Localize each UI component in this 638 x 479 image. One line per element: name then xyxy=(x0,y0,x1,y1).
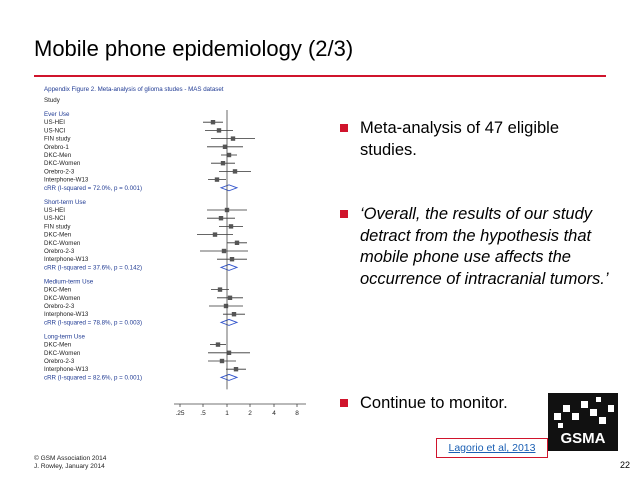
point-estimate-marker xyxy=(233,169,237,173)
footer-author-date: J. Rowley, January 2014 xyxy=(34,463,105,470)
group-summary: cRR (I-squared = 37.6%, p = 0.142) xyxy=(44,264,143,272)
point-estimate-marker xyxy=(222,249,226,253)
title-divider xyxy=(34,75,606,77)
study-label: Interphone-W13 xyxy=(44,176,89,184)
study-label: FIN study xyxy=(44,223,71,231)
point-estimate-marker xyxy=(223,145,227,149)
point-estimate-marker xyxy=(231,136,235,140)
study-label: DKC-Women xyxy=(44,294,81,302)
group-heading: Ever Use xyxy=(44,111,70,118)
group-summary: cRR (I-squared = 72.0%, p = 0.001) xyxy=(44,184,143,192)
bullet-item-2 xyxy=(340,204,620,290)
x-axis-tick-label: .5 xyxy=(200,410,206,417)
study-label: Orebro-1 xyxy=(44,143,69,151)
point-estimate-marker xyxy=(220,359,224,363)
gsma-logo-graphic xyxy=(548,393,618,451)
study-label: Interphone-W13 xyxy=(44,311,89,319)
point-estimate-marker xyxy=(217,128,221,132)
study-label: US-HEI xyxy=(44,207,65,214)
slide-title: Mobile phone epidemiology (2/3) xyxy=(34,36,354,61)
point-estimate-marker xyxy=(218,287,222,291)
point-estimate-marker xyxy=(213,232,217,236)
x-axis-tick-label: 8 xyxy=(295,410,299,417)
point-estimate-marker xyxy=(227,351,231,355)
point-estimate-marker xyxy=(211,120,215,124)
study-label: DKC-Women xyxy=(44,160,81,168)
footer xyxy=(34,455,106,471)
bullet-square-icon xyxy=(340,124,348,132)
study-label: US-HEI xyxy=(44,119,65,127)
page-number: 22 xyxy=(620,460,631,470)
study-label: Orebro-2-3 xyxy=(44,358,75,365)
forest-plot-svg xyxy=(34,82,320,420)
forest-plot-figure xyxy=(34,82,320,420)
figure-caption: Appendix Figure 2. Meta-analysis of glioma studes - MAS dataset xyxy=(44,86,224,93)
point-estimate-marker xyxy=(219,216,223,220)
bullet-square-icon xyxy=(340,399,348,407)
point-estimate-marker xyxy=(215,177,219,181)
study-label: DKC-Men xyxy=(44,231,72,239)
point-estimate-marker xyxy=(229,224,233,228)
point-estimate-marker xyxy=(216,342,220,346)
summary-diamond-marker xyxy=(221,319,237,325)
study-label: DKC-Women xyxy=(44,349,81,357)
group-heading: Long-term Use xyxy=(44,333,85,341)
study-label: Interphone-W13 xyxy=(44,366,89,374)
footer-copyright: © GSM Association 2014 xyxy=(34,455,107,462)
citation-link[interactable]: Lagorio et al, 2013 xyxy=(436,438,548,458)
gsma-logo-icon xyxy=(548,393,618,451)
summary-diamond-marker xyxy=(221,185,237,191)
point-estimate-marker xyxy=(224,304,228,308)
study-label: Interphone-W13 xyxy=(44,256,89,264)
figure-column-header: Study xyxy=(44,97,60,104)
study-label: DKC-Men xyxy=(44,152,72,159)
study-label: US-NCI xyxy=(44,127,66,135)
summary-diamond-marker xyxy=(221,264,237,270)
logo-text: GSMA xyxy=(560,430,606,447)
summary-diamond-marker xyxy=(221,374,237,380)
x-axis-tick-label: 1 xyxy=(225,410,229,417)
study-label: Orebro-2-3 xyxy=(44,303,75,310)
study-label: FIN study xyxy=(44,135,71,143)
study-label: DKC-Women xyxy=(44,239,81,247)
group-summary: cRR (I-squared = 78.8%, p = 0.003) xyxy=(44,319,143,327)
bullet-text: Continue to monitor. xyxy=(360,394,508,412)
bullet-text: Meta-analysis of 47 eligible studies. xyxy=(360,119,560,159)
group-heading: Short-term Use xyxy=(44,198,86,206)
bullet-square-icon xyxy=(340,210,348,218)
group-heading: Medium-term Use xyxy=(44,278,94,286)
x-axis-tick-label: 2 xyxy=(248,410,252,417)
study-label: Orebro-2-3 xyxy=(44,168,75,176)
point-estimate-marker xyxy=(221,161,225,165)
x-axis-tick-label: 4 xyxy=(272,410,276,417)
point-estimate-marker xyxy=(230,257,234,261)
point-estimate-marker xyxy=(228,296,232,300)
point-estimate-marker xyxy=(227,153,231,157)
point-estimate-marker xyxy=(234,367,238,371)
bullet-item-1 xyxy=(340,118,610,161)
point-estimate-marker xyxy=(235,241,239,245)
point-estimate-marker xyxy=(232,312,236,316)
bullet-text: ‘Overall, the results of our study detract from the hypothesis that mobile phone use affects the occurrence of intracranial tumors.’ xyxy=(360,205,609,288)
study-label: DKC-Men xyxy=(44,286,72,294)
study-label: DKC-Men xyxy=(44,341,72,349)
group-summary: cRR (I-squared = 82.6%, p = 0.001) xyxy=(44,374,143,382)
study-label: US-NCI xyxy=(44,215,66,223)
study-label: Orebro-2-3 xyxy=(44,248,75,255)
x-axis-tick-label: .25 xyxy=(175,410,185,417)
